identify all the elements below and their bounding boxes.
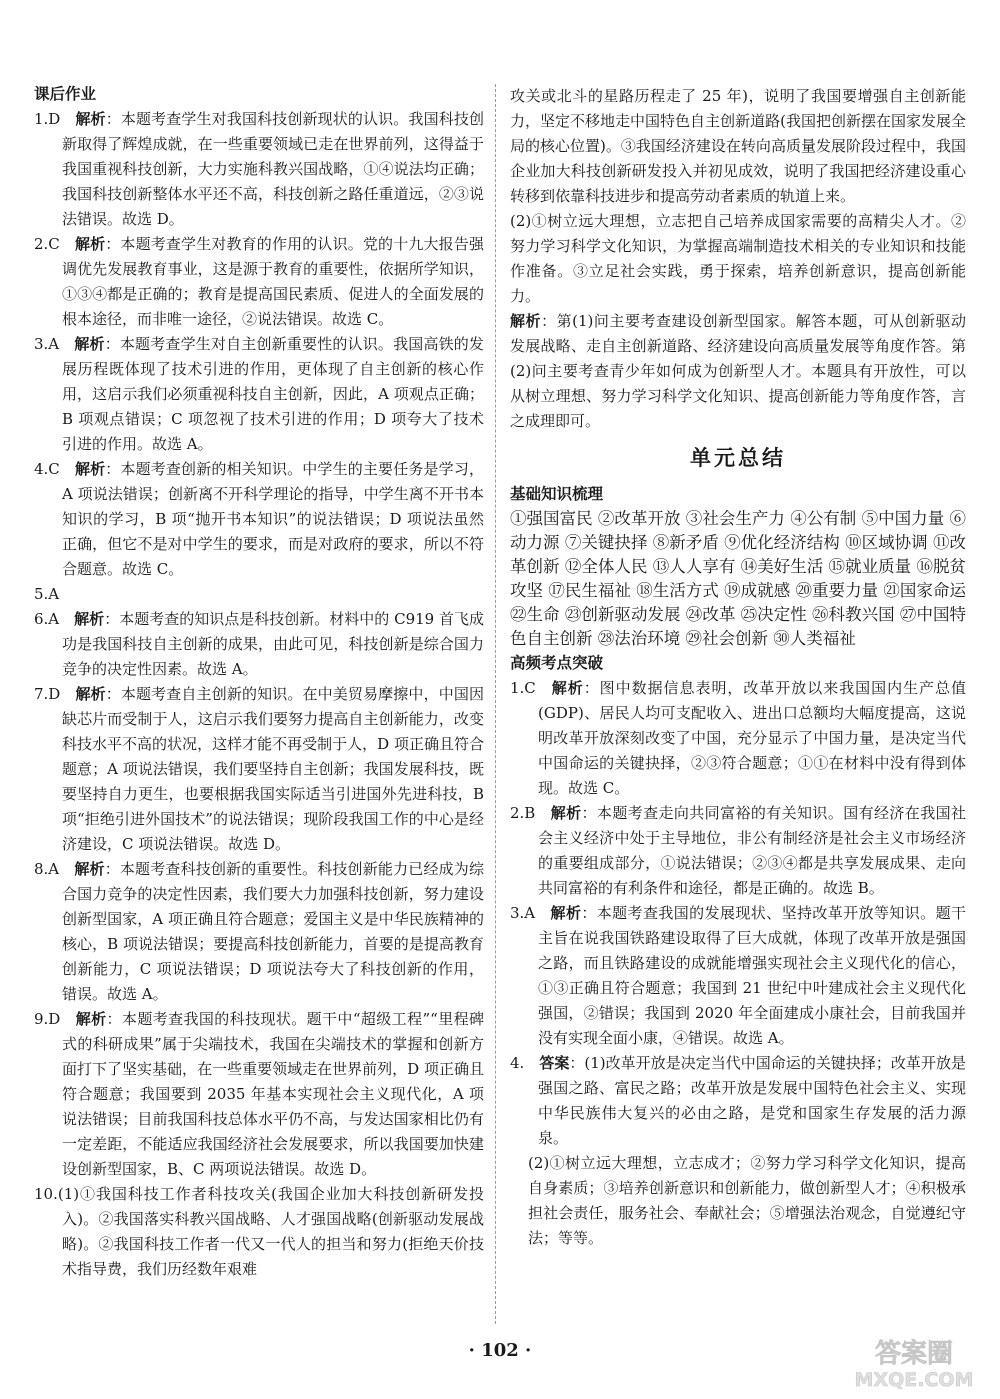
answer-label: 解析 — [75, 110, 106, 128]
left-answer-item — [34, 607, 484, 682]
answer-label: 解析 — [74, 235, 106, 253]
answer-text: ：本题考查科技创新的重要性。科技创新能力已经成为综合国力竞争的决定性因素，我们要大力加强科技创新，努力建设创新型国家，A 项正确且符合题意；爱国主义是中华民族精神的核心，B 项说法错误；要提高科技创新能力，首要的是提高教育创新能力，C 项说法错误；D 项说法夸大了科技创新的作用，错误。故选 A。 — [62, 860, 484, 1003]
answer-text: ：本题考查创新的相关知识。中学生的主要任务是学习，A 项说法错误；创新离不开科学理论的指导，中学生离不开书本知识的学习，B 项“抛开书本知识”的说法错误；D 项说法虽然正确，但它不是对中学生的要求，而是对政府的要求，所以不符合题意。故选 C。 — [62, 460, 484, 578]
watermark-logo — [838, 1332, 990, 1392]
answer-10-analysis — [510, 309, 966, 434]
answer-label: 解析 — [74, 860, 105, 878]
answer-number: 2.C — [34, 235, 60, 253]
answer-text: ：本题考查走向共同富裕的有关知识。国有经济在我国社会主义经济中处于主导地位，非公有制经济是社会主义市场经济的重要组成部分，①说法错误；②③④都是共享发展成果、走向共同富裕的有利条件和途径，都是正确的。故选 B。 — [538, 804, 966, 897]
answer-number: 1.D — [34, 110, 61, 128]
answer-number: 3.A — [34, 335, 60, 353]
answer-text: ：本题考查学生对我国科技创新现状的认识。我国科技创新取得了辉煌成就，在一些重要领域已走在世界前列，这得益于我国重视科技创新，大力实施科教兴国战略，①④说法均正确；我国科技创新整体水平还不高，科技创新之路任重道远，②③说法错误。故选 D。 — [62, 110, 484, 228]
left-answer-item — [34, 107, 484, 232]
answer-text: (1)①我国科技工作者科技攻关(我国企业加大科技创新研发投入)。②我国落实科教兴国战略、人才强国战略(创新驱动发展战略)。②我国科技工作者一代又一代人的担当和努力(拒绝天价技术指导费，我们历经数年艰难 — [57, 1185, 484, 1278]
basic-knowledge-list: ①强国富民 ②改革开放 ③社会生产力 ④公有制 ⑤中国力量 ⑥动力源 ⑦关键抉择 ⑧新矛盾 ⑨优化经济结构 ⑩区域协调 ⑪改革创新 ⑫全体人民 ⑬人人享有 ⑭美好生活 ⑮就业质量 ⑯脱贫攻坚 ⑰民生福祉 ⑱生活方式 ⑲成就感 ⑳重要力量 ㉑国家命运 ㉒生命 ㉓创新驱动发展 ㉔改革 ㉕决定性 ㉖科教兴国 ㉗中国特色自主创新 ㉘法治环境 ㉙社会创新 ㉚人类福祉 — [510, 509, 966, 648]
answer-number: 5.A — [34, 585, 60, 603]
answer-label: 解析 — [74, 460, 106, 478]
page-number: · 102 · — [468, 1340, 532, 1361]
answer-number: 1.C — [510, 679, 536, 697]
answer-number: 10. — [34, 1185, 58, 1203]
answer-number: 4.C — [34, 460, 60, 478]
answer-number: 6.A — [34, 610, 60, 628]
left-column — [34, 82, 484, 1282]
answer-text: ：本题考查学生对教育的作用的认识。党的十九大报告强调优先发展教育事业，这是源于教育的重要性，依据所学知识，①③④都是正确的；教育是提高国民素质、促进人的全面发展的根本途径，而非唯一途径，②说法错误。故选 C。 — [62, 235, 484, 328]
right-answer-item — [510, 676, 966, 801]
answer-label: 解析 — [550, 804, 582, 822]
left-answer-item — [34, 682, 484, 857]
left-answer-item — [34, 232, 484, 332]
answer-text: ：本题考查学生对自主创新重要性的认识。我国高铁的发展历程既体现了技术引进的作用，更体现了自主创新的核心作用，这启示我们必须重视科技自主创新，因此，A 项观点正确；B 项观点错误；C 项忽视了技术引进的作用；D 项夸大了技术引进的作用。故选 A。 — [62, 335, 484, 453]
answer-number: 2.B — [510, 804, 536, 822]
watermark-line1: 答案圈 — [874, 1339, 954, 1369]
column-divider — [495, 84, 496, 1324]
answer-label: 解析 — [74, 335, 105, 353]
analysis-text: ：第(1)问主要考查建设创新型国家。解答本题，可从创新驱动发展战略、走自主创新道路、经济建设向高质量发展等角度作答。第(2)问主要考查青少年如何成为创新型人才。本题具有开放性，可以从树立理想、努力学习科学文化知识、提高创新能力等角度作答，言之成理即可。 — [510, 312, 966, 430]
watermark-line2: MXQE.COM — [854, 1369, 974, 1391]
answer-10-continuation-1: 攻关或北斗的星路历程走了 25 年)，说明了我国要增强自主创新能力，坚定不移地走中国特色自主创新道路(我国把创新摆在国家发展全局的核心位置)。③我国经济建设在转向高质量发展阶段过程中，我国企业加大科技创新研发投入并初见成效，说明了我国把经济建设重心转移到依靠科技进步和提高劳动者素质的轨道上来。 — [510, 87, 966, 205]
left-answer-item — [34, 332, 484, 457]
answer-label: 答案 — [539, 1054, 570, 1072]
right-answer-list — [510, 676, 966, 1151]
answer-4-part-2: (2)①树立远大理想，立志成才；②努力学习科学文化知识，提高自身素质；③培养创新意识和创新能力，做创新型人才；④积极承担社会责任，服务社会、奉献社会；⑤增强法治观念，自觉遵纪守法；等等。 — [528, 1154, 966, 1247]
left-answer-item — [34, 582, 484, 607]
right-column — [510, 84, 966, 1251]
analysis-label: 解析 — [510, 312, 542, 330]
answer-label: 解析 — [75, 1010, 107, 1028]
answer-number: 3.A — [510, 904, 536, 922]
answer-text: ：本题考查我国的科技现状。题干中“超级工程”“里程碑式的科研成果”属于尖端技术，我国在尖端技术的掌握和创新方面打下了坚实基础，在一些重要领域走在世界前列，D 项正确且符合题意；我国要到 2035 年基本实现社会主义现代化，A 项说法错误；目前我国科技总体水平仍不高，与发达国家相比仍有一定差距，不能适应我国经济社会发展要求，所以我国要加快建设创新型国家，B、C 两项说法错误。故选 D。 — [62, 1010, 484, 1178]
answer-number: 9.D — [34, 1010, 61, 1028]
unit-summary-title: 单元总结 — [690, 446, 786, 470]
answer-text: ：本题考查我国的发展现状、坚持改革开放等知识。题干主旨在说我国铁路建设取得了巨大成就，体现了改革开放是强国之路，而且铁路建设的成就能增强实现社会主义现代化的信心，①③正确且符合题意；我国到 21 世纪中叶建成社会主义现代化强国，②错误；我国到 2020 年全面建成小康社会，目前我国并没有实现全面小康，④错误。故选 A。 — [538, 904, 966, 1047]
answer-label: 解析 — [75, 685, 106, 703]
right-answer-item — [510, 901, 966, 1051]
answer-number: 7.D — [34, 685, 61, 703]
left-answer-item — [34, 1007, 484, 1182]
left-answer-item — [34, 1182, 484, 1282]
answer-text: ：本题考查自主创新的知识。在中美贸易摩擦中，中国因缺芯片而受制于人，这启示我们要努力提高自主创新能力，改变科技水平不高的状况，这样才能不再受制于人，D 项正确且符合题意；A 项说法错误，我们要坚持自主创新；我国发展科技，既要坚持自力更生，也要根据我国实际适当引进国外先进科技，B 项“拒绝引进外国技术”的说法错误；现阶段我国工作的中心是经济建设，C 项说法错误。故选 D。 — [62, 685, 484, 853]
answer-text: ：(1)改革开放是决定当代中国命运的关键抉择；改革开放是强国之路、富民之路；改革开放是发展中国特色社会主义、实现中华民族伟大复兴的必由之路，是党和国家生存发展的活力源泉。 — [538, 1054, 966, 1147]
answer-label: 解析 — [74, 610, 105, 628]
answer-number: 4. — [510, 1054, 525, 1072]
frequent-points-title: 高频考点突破 — [510, 654, 604, 672]
answer-text: ：本题考查的知识点是科技创新。材料中的 C919 首飞成功是我国科技自主创新的成果，由此可见，科技创新是综合国力竞争的决定性因素。故选 A。 — [62, 610, 484, 678]
answer-label: 解析 — [550, 679, 584, 697]
left-answer-item — [34, 857, 484, 1007]
left-answer-item — [34, 457, 484, 582]
answer-number: 8.A — [34, 860, 60, 878]
right-answer-item — [510, 1051, 966, 1151]
answer-label: 解析 — [550, 904, 582, 922]
left-answer-list — [34, 107, 484, 1282]
section-title-homework: 课后作业 — [34, 85, 97, 103]
answer-text: ：图中数据信息表明，改革开放以来我国国内生产总值(GDP)、居民人均可支配收入、进出口总额均大幅度提高，这说明改革开放深刻改变了中国，充分显示了中国力量，是决定当代中国命运的关键抉择，②③符合题意；①①在材料中没有得到体现。故选 C。 — [538, 679, 966, 797]
basic-knowledge-title: 基础知识梳理 — [510, 485, 604, 503]
right-answer-item — [510, 801, 966, 901]
answer-10-continuation-2: (2)①树立远大理想，立志把自己培养成国家需要的高精尖人才。②努力学习科学文化知识，为掌握高端制造技术相关的专业知识和技能作准备。③立足社会实践，勇于探索，培养创新意识，提高创新能力。 — [510, 212, 966, 305]
